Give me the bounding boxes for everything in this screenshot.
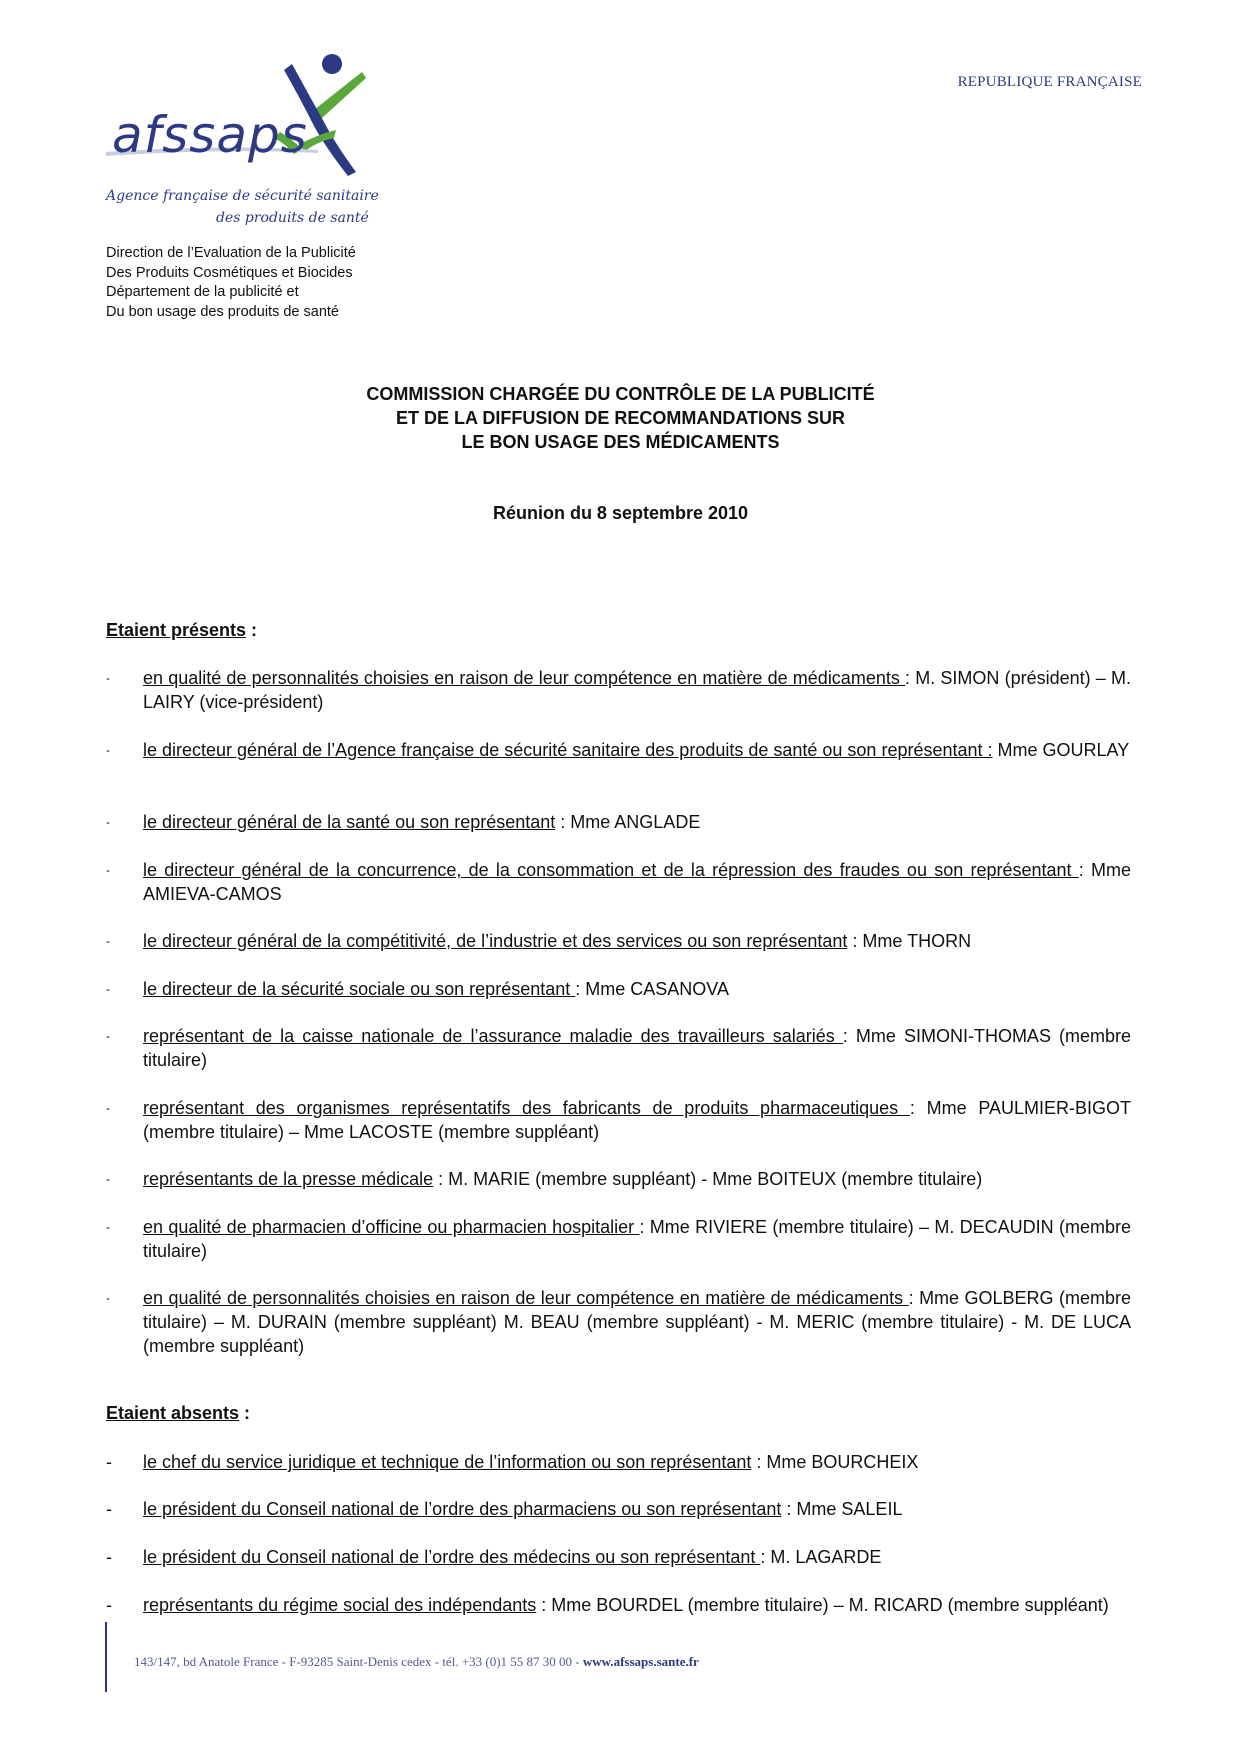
- bullet-dash: -: [106, 1499, 112, 1519]
- present-names: : M. SIMON (président) – M. LAIRY (vice-président): [143, 668, 1131, 712]
- present-item-text: [143, 1167, 1131, 1191]
- logo-tagline-line-2: des produits de santé: [216, 210, 369, 226]
- absent-heading: [106, 1403, 250, 1424]
- bullet-dash: -: [106, 815, 110, 829]
- bullet-dash: -: [106, 934, 110, 948]
- absent-heading-label: Etaient absents: [106, 1403, 240, 1423]
- present-role: représentant de la caisse nationale de l’assurance maladie des travailleurs salariés: [143, 1026, 843, 1046]
- absent-names: : M. LAGARDE: [760, 1547, 882, 1567]
- footer: [134, 1654, 699, 1670]
- present-role: représentants de la presse médicale: [143, 1169, 434, 1189]
- present-role: le directeur général de la santé ou son représentant: [143, 812, 556, 832]
- present-item-text: [143, 810, 1131, 834]
- bullet-dash: -: [106, 1291, 110, 1305]
- present-heading-label: Etaient présents: [106, 620, 247, 640]
- absent-names: : Mme BOURDEL (membre titulaire) – M. RICARD (membre suppléant): [536, 1595, 1109, 1615]
- bullet-dash: -: [106, 1595, 112, 1615]
- direction-line: Du bon usage des produits de santé: [106, 303, 339, 320]
- present-role: le directeur général de la compétitivité, de l’industrie et des services ou son représentant: [143, 931, 848, 951]
- present-item-text: [143, 1215, 1131, 1263]
- direction-block: [106, 244, 356, 322]
- direction-line: Département de la publicité et: [106, 284, 299, 300]
- present-names: : Mme RIVIERE (membre titulaire) – M. DECAUDIN (membre titulaire): [143, 1217, 1131, 1261]
- present-item-text: [143, 666, 1131, 714]
- direction-line: Direction de l’Evaluation de la Publicité: [106, 245, 356, 261]
- absent-item-text: [143, 1450, 1131, 1474]
- absent-role: le président du Conseil national de l’ordre des médecins ou son représentant: [143, 1547, 761, 1567]
- present-names: : Mme AMIEVA-CAMOS: [143, 860, 1131, 904]
- present-names: : M. MARIE (membre suppléant) - Mme BOITEUX (membre titulaire): [433, 1169, 983, 1189]
- present-role: le directeur général de l’Agence française de sécurité sanitaire des produits de santé ou son représentant :: [143, 740, 993, 760]
- present-role: en qualité de personnalités choisies en raison de leur compétence en matière de médicaments: [143, 1288, 909, 1308]
- direction-line: Des Produits Cosmétiques et Biocides: [106, 264, 353, 281]
- present-role: en qualité de pharmacien d’officine ou pharmacien hospitalier: [143, 1217, 640, 1237]
- absent-names: : Mme SALEIL: [781, 1499, 903, 1519]
- footer-website-link[interactable]: www.afssaps.sante.fr: [582, 1654, 699, 1669]
- bullet-dash: -: [106, 1029, 110, 1043]
- bullet-dash: -: [106, 863, 110, 877]
- afssaps-logo: [104, 50, 414, 235]
- present-names: : Mme GOLBERG (membre titulaire) – M. DURAIN (membre suppléant) M. BEAU (membre suppléant) - M. MERIC (membre titulaire) - M. DE LUCA (membre suppléant): [143, 1288, 1131, 1356]
- absent-item-text: [143, 1593, 1131, 1617]
- document-title: [0, 382, 1241, 454]
- footer-divider: [105, 1622, 107, 1692]
- bullet-dash: -: [106, 1101, 110, 1115]
- present-names: : Mme SIMONI-THOMAS (membre titulaire): [143, 1026, 1131, 1070]
- title-line: COMMISSION CHARGÉE DU CONTRÔLE DE LA PUBLICITÉ: [366, 384, 875, 404]
- present-names: : Mme CASANOVA: [575, 979, 729, 999]
- present-role: en qualité de personnalités choisies en raison de leur compétence en matière de médicaments: [143, 668, 906, 688]
- present-heading: [106, 620, 257, 641]
- bullet-dash: -: [106, 1547, 112, 1567]
- present-item-text: [143, 1024, 1131, 1072]
- present-item-text: [143, 858, 1131, 906]
- title-line: LE BON USAGE DES MÉDICAMENTS: [461, 432, 780, 452]
- present-names: : Mme ANGLADE: [555, 812, 701, 832]
- present-item-text: [143, 1286, 1131, 1358]
- bullet-dash: -: [106, 982, 110, 996]
- bullet-dash: -: [106, 1452, 112, 1472]
- present-role: le directeur de la sécurité sociale ou son représentant: [143, 979, 576, 999]
- bullet-dash: -: [106, 1172, 110, 1186]
- present-item-text: [143, 929, 1131, 953]
- absent-item-text: [143, 1545, 1131, 1569]
- bullet-dash: -: [106, 1220, 110, 1234]
- absent-role: le chef du service juridique et technique de l’information ou son représentant: [143, 1452, 752, 1472]
- absent-heading-colon: :: [239, 1403, 251, 1423]
- present-heading-colon: :: [246, 620, 258, 640]
- republique-francaise-label: REPUBLIQUE FRANÇAISE: [957, 74, 1142, 90]
- logo-tagline-line-1: Agence française de sécurité sanitaire: [106, 188, 379, 204]
- present-item-text: [143, 1096, 1131, 1144]
- absent-role: représentants du régime social des indépendants: [143, 1595, 537, 1615]
- present-names: Mme GOURLAY: [992, 740, 1130, 760]
- present-role: le directeur général de la concurrence, de la consommation et de la répression des fraudes ou son représentant: [143, 860, 1079, 880]
- meeting-date: Réunion du 8 septembre 2010: [492, 503, 749, 523]
- present-item-text: [143, 738, 1131, 762]
- bullet-dash: -: [106, 671, 110, 685]
- footer-address: 143/147, bd Anatole France - F-93285 Saint-Denis cedex - tél. +33 (0)1 55 87 30 00 -: [134, 1654, 583, 1669]
- present-item-text: [143, 977, 1131, 1001]
- bullet-dash: -: [106, 743, 110, 757]
- title-line: ET DE LA DIFFUSION DE RECOMMANDATIONS SUR: [396, 408, 845, 428]
- absent-item-text: [143, 1497, 1131, 1521]
- present-role: représentant des organismes représentatifs des fabricants de produits pharmaceutiques: [143, 1098, 910, 1118]
- present-names: : Mme PAULMIER-BIGOT (membre titulaire) – Mme LACOSTE (membre suppléant): [143, 1098, 1131, 1142]
- absent-names: : Mme BOURCHEIX: [751, 1452, 919, 1472]
- absent-role: le président du Conseil national de l’ordre des pharmaciens ou son représentant: [143, 1499, 782, 1519]
- logo-wordmark: afssaps: [112, 106, 308, 164]
- present-names: : Mme THORN: [847, 931, 972, 951]
